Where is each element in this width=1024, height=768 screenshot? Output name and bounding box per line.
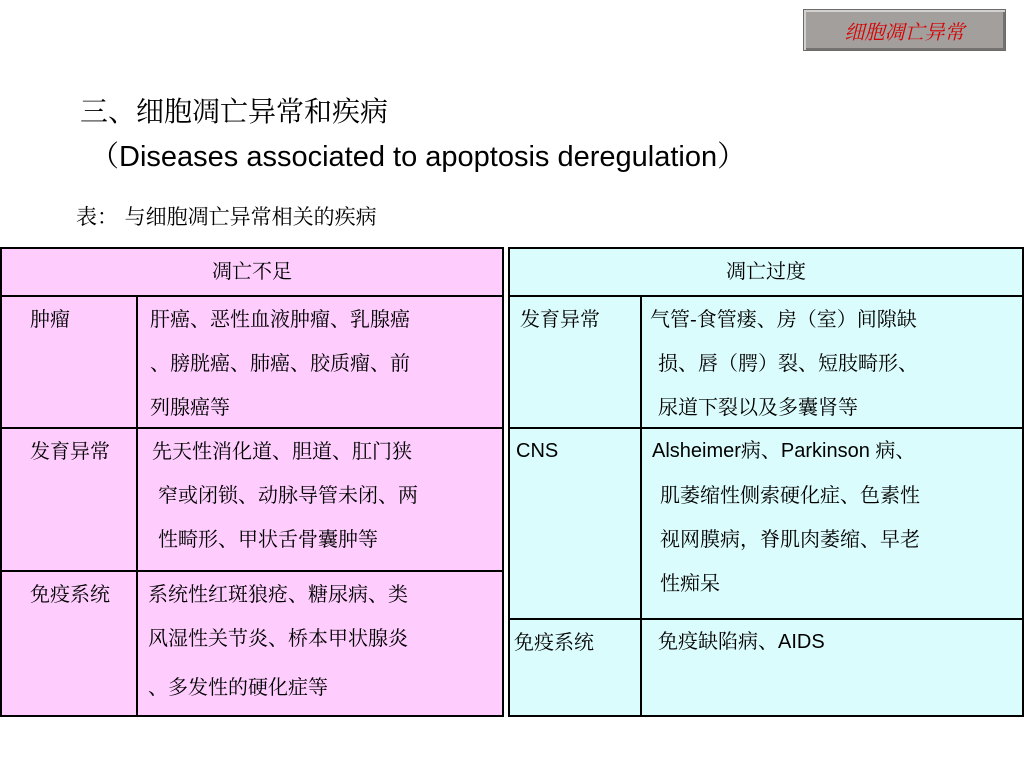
right-row3-diseases <box>640 618 1024 717</box>
text-line: 性痴呆 <box>660 571 720 595</box>
table-caption: 表： 与细胞凋亡异常相关的疾病 <box>76 205 377 229</box>
text-line: 、多发性的硬化症等 <box>148 675 328 699</box>
text-line: 免疫缺陷病、AIDS <box>658 631 825 653</box>
header-insufficient-apoptosis: 凋亡不足 <box>0 247 504 297</box>
text-line: 性畸形、甲状舌骨囊肿等 <box>158 527 378 551</box>
text-line: 先天性消化道、胆道、肛门狭 <box>152 439 412 463</box>
text-line: 窄或闭锁、动脉导管未闭、两 <box>158 483 418 507</box>
header-excessive-apoptosis: 凋亡过度 <box>508 247 1024 297</box>
left-row3-diseases <box>136 570 504 717</box>
disease-table <box>0 247 1024 717</box>
text-line: 风湿性关节炎、桥本甲状腺炎 <box>148 626 408 650</box>
table-divider <box>502 247 510 717</box>
text-line: 肝癌、恶性血液肿瘤、乳腺癌 <box>150 307 410 331</box>
page-subtitle <box>90 138 746 175</box>
right-row1-category: 发育异常 <box>508 295 642 429</box>
text-line: 气管-食管瘘、房（室）间隙缺 <box>650 307 917 331</box>
text-line: 系统性红斑狼疮、糖尿病、类 <box>148 582 408 606</box>
right-row2-category: CNS <box>508 427 642 620</box>
text-line: 尿道下裂以及多囊肾等 <box>658 395 858 419</box>
right-row1-diseases <box>640 295 1024 429</box>
right-row3-category: 免疫系统 <box>508 618 642 717</box>
section-badge: 细胞凋亡异常 <box>803 9 1006 51</box>
left-row3-category: 免疫系统 <box>0 570 138 717</box>
left-row1-category: 肿瘤 <box>0 295 138 429</box>
text-line: 、膀胱癌、肺癌、胶质瘤、前 <box>150 351 410 375</box>
text-line: 视网膜病，脊肌肉萎缩、早老 <box>660 527 920 551</box>
left-row2-diseases <box>136 427 504 572</box>
subtitle-open-paren: （ <box>90 139 120 173</box>
text-line: 肌萎缩性侧索硬化症、色素性 <box>660 483 920 507</box>
text-line: 损、唇（腭）裂、短肢畸形、 <box>658 351 918 375</box>
page-title: 三、细胞凋亡异常和疾病 <box>80 95 389 128</box>
left-row1-diseases <box>136 295 504 429</box>
left-row2-category: 发育异常 <box>0 427 138 572</box>
text-line: Alsheimer病、Parkinson 病、 <box>652 440 916 462</box>
text-line: 列腺癌等 <box>150 395 230 419</box>
right-row2-diseases <box>640 427 1024 620</box>
subtitle-close-paren: ） <box>717 139 747 173</box>
subtitle-text: Diseases associated to apoptosis deregulation <box>119 141 718 173</box>
